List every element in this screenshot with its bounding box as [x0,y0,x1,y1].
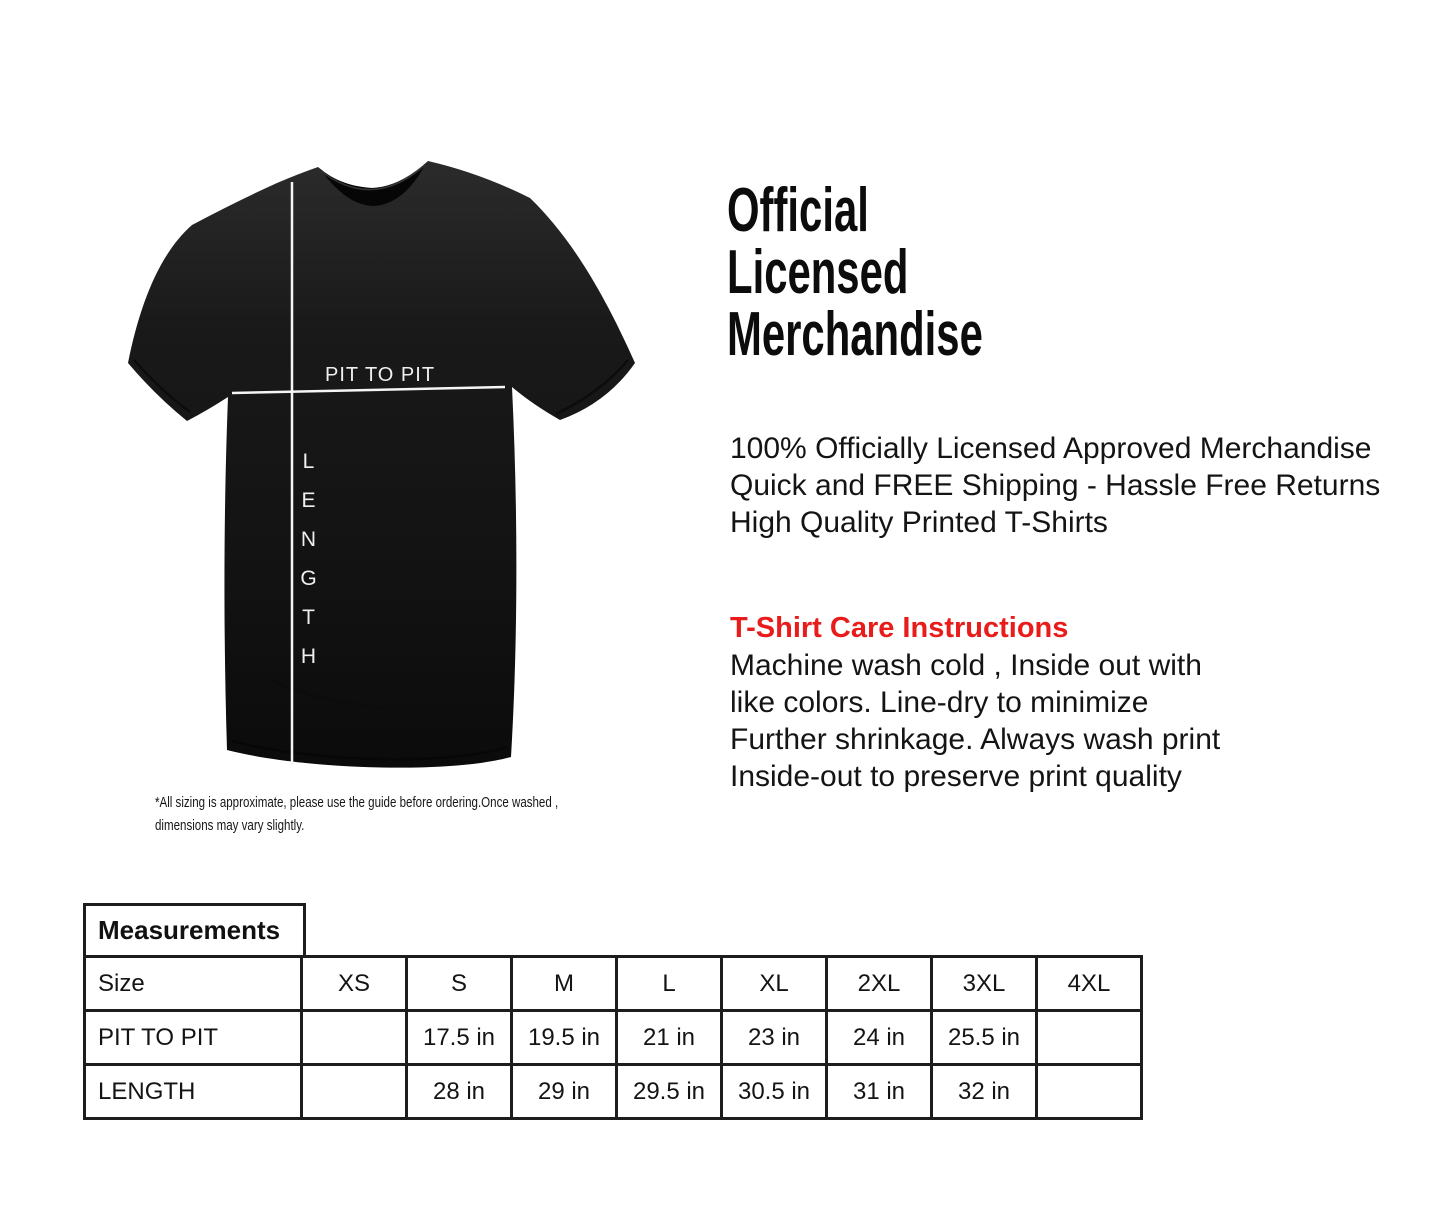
size-col-m: M [512,957,617,1011]
tshirt-graphic [120,140,680,800]
tshirt-figure [120,140,680,800]
len-l: 29.5 in [617,1065,722,1119]
len-xl: 30.5 in [722,1065,827,1119]
description-line-2: Quick and FREE Shipping - Hassle Free Returns [730,469,1381,502]
len-xs [302,1065,407,1119]
description-line-3: High Quality Printed T-Shirts [730,506,1108,539]
care-instructions-title: T-Shirt Care Instructions [730,612,1069,644]
care-line-3: Further shrinkage. Always wash print [730,723,1221,756]
description-line-1: 100% Officially Licensed Approved Merchandise [730,432,1372,465]
pit-l: 21 in [617,1011,722,1065]
len-3xl: 32 in [932,1065,1037,1119]
size-col-s: S [407,957,512,1011]
size-col-l: L [617,957,722,1011]
pit-to-pit-label: PIT TO PIT [325,364,436,386]
size-col-3xl: 3XL [932,957,1037,1011]
headline [727,176,983,369]
length-row [85,1065,1142,1119]
tshirt-silhouette [128,161,635,768]
sizing-disclaimer: *All sizing is approximate, please use the guide before ordering.Once washed , dimensions may vary slightly. [155,794,559,834]
pit-2xl: 24 in [827,1011,932,1065]
len-4xl [1037,1065,1142,1119]
size-header-row [85,957,1142,1011]
len-m: 29 in [512,1065,617,1119]
care-line-2: like colors. Line-dry to minimize [730,686,1149,719]
measurements-title-box [83,903,306,958]
length-label: LENGTH [297,450,320,684]
size-col-xl: XL [722,957,827,1011]
pit-xl: 23 in [722,1011,827,1065]
description [730,430,1380,541]
pit-xs [302,1011,407,1065]
pit-4xl [1037,1011,1142,1065]
size-chart [83,903,1143,1120]
care-line-1: Machine wash cold , Inside out with [730,649,1202,682]
len-2xl: 31 in [827,1065,932,1119]
length-row-label: LENGTH [85,1065,302,1119]
pit-m: 19.5 in [512,1011,617,1065]
size-col-xs: XS [302,957,407,1011]
headline-line-1: Official [727,176,869,245]
headline-line-3: Merchandise [727,300,983,369]
care-line-4: Inside-out to preserve print quality [730,760,1182,793]
size-chart-table [83,955,1143,1120]
care-instructions [730,610,1220,795]
headline-line-2: Licensed [727,238,909,307]
measurements-title: Measurements [98,915,281,945]
pit-to-pit-row [85,1011,1142,1065]
pit-s: 17.5 in [407,1011,512,1065]
pit-to-pit-row-label: PIT TO PIT [85,1011,302,1065]
len-s: 28 in [407,1065,512,1119]
size-col-4xl: 4XL [1037,957,1142,1011]
size-header-cell: Size [85,957,302,1011]
pit-3xl: 25.5 in [932,1011,1037,1065]
size-col-2xl: 2XL [827,957,932,1011]
